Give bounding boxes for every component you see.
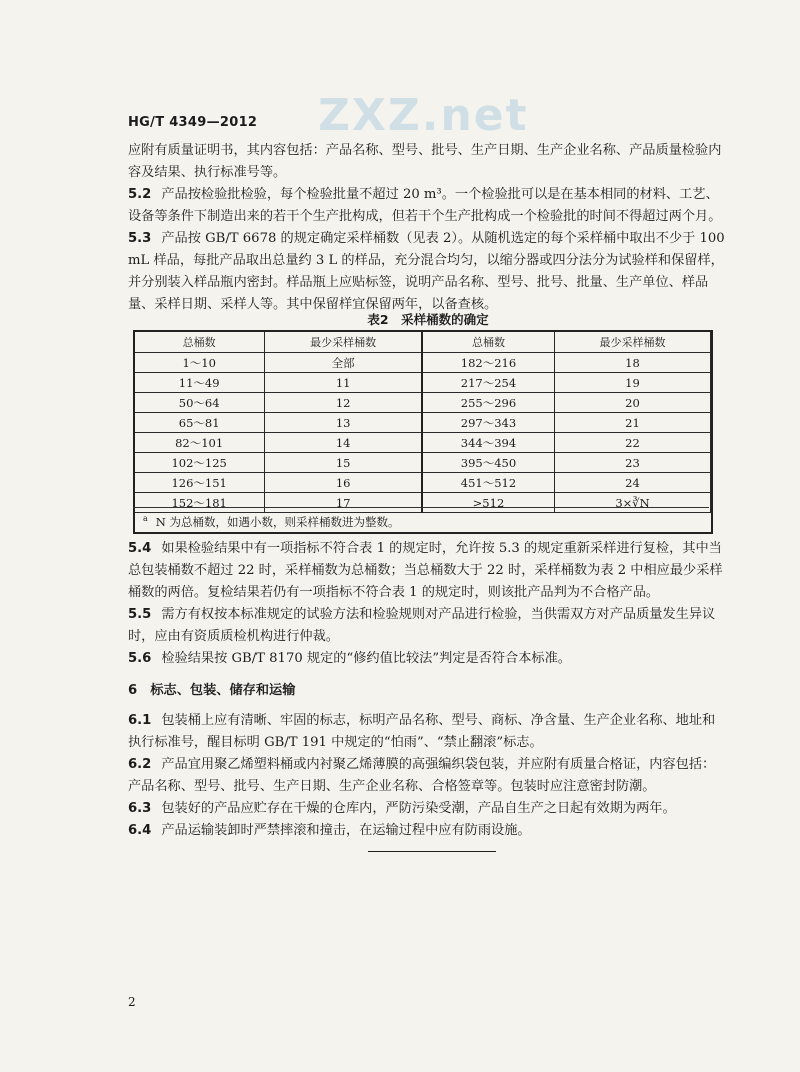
table-cell: 16 <box>265 473 422 493</box>
clause-number: 5.2 <box>128 187 152 202</box>
header-min-samples: 最少采样桶数 <box>554 331 710 353</box>
watermark: ZXZ.net <box>318 90 529 141</box>
header-total-drums: 总桶数 <box>422 331 554 353</box>
clause-number: 5.5 <box>128 607 152 622</box>
table-header-row <box>134 331 711 353</box>
clause-number: 6.1 <box>128 713 152 728</box>
table-row <box>134 393 711 413</box>
standard-code-header: HG/T 4349—2012 <box>128 115 258 130</box>
paragraph-6-2: 6.2 产品宜用聚乙烯塑料桶或内衬聚乙烯薄膜的高强编织袋包装，并应附有质量合格证，内容包括：产品名称、型号、批号、生产日期、生产企业名称、合格签章等。包装时应注意密封防潮。 <box>128 757 716 794</box>
table-cell: 50～64 <box>134 393 265 413</box>
paragraph-5-4: 5.4 如果检验结果中有一项指标不符合表 1 的规定时，允许按 5.3 的规定重新采样进行复检，其中当总包装桶数不超过 22 时，采样桶数为总桶数；当总桶数大于 22 时，采样桶数为表 2 中相应最少采样桶数的两倍。复检结果若仍有一项指标不符合表 1 的规定时，则该批产品判为不合格产品。 <box>128 541 723 600</box>
table-cell: 1～10 <box>134 353 265 373</box>
table-cell: 126～151 <box>134 473 265 493</box>
paragraph-5-6: 5.6 检验结果按 GB/T 8170 规定的“修约值比较法”判定是否符合本标准。 <box>128 651 571 666</box>
table-row <box>134 413 711 433</box>
clause-number: 5.4 <box>128 541 152 556</box>
table-cell: 255～296 <box>422 393 554 413</box>
table-cell: 15 <box>265 453 422 473</box>
table-cell: 395～450 <box>422 453 554 473</box>
table-cell: 65～81 <box>134 413 265 433</box>
clause-number: 5.6 <box>128 651 152 666</box>
clause-number: 5.3 <box>128 231 152 246</box>
clause-number: 6.4 <box>128 823 152 838</box>
paragraph-6-4: 6.4 产品运输装卸时严禁摔滚和撞击，在运输过程中应有防雨设施。 <box>128 823 531 838</box>
header-total-drums: 总桶数 <box>134 331 265 353</box>
header-min-samples: 最少采样桶数 <box>265 331 422 353</box>
table-cell: 21 <box>554 413 710 433</box>
section-6-heading: 6 标志、包装、储存和运输 <box>128 683 296 698</box>
sections-5-6-text <box>128 538 728 842</box>
table-footnote: $^a$ N 为总桶数，如遇小数，则采样桶数进为整数。 <box>133 507 709 530</box>
table-cell: 全部 <box>265 353 422 373</box>
table-cell: 12 <box>265 393 422 413</box>
page-number: 2 <box>128 995 136 1009</box>
paragraph-5-2: 5.2 产品按检验批检验，每个检验批量不超过 20 m³。一个检验批可以是在基本相同的材料、工艺、设备等条件下制造出来的若干个生产批构成，但若干个生产批构成一个检验批的时间不得超过两个月。 <box>128 187 722 224</box>
table-cell: 451～512 <box>422 473 554 493</box>
paragraph-6-1: 6.1 包装桶上应有清晰、牢固的标志，标明产品名称、型号、商标、净含量、生产企业名称、地址和执行标准号，醒目标明 GB/T 191 中规定的“怕雨”、“禁止翻滚”标志。 <box>128 713 716 750</box>
table-caption: 表2 采样桶数的确定 <box>367 312 489 327</box>
table-cell: 82～101 <box>134 433 265 453</box>
paragraph-5-3: 5.3 产品按 GB/T 6678 的规定确定采样桶数（见表 2）。从随机选定的每个采样桶中取出不少于 100 mL 样品，每批产品取出总量约 3 L 的样品，充分混合均匀，以缩分器或四分法分为试验样和保留样，并分别装入样品瓶内密封。样品瓶上应贴标签，说明产品名称、型号、批号、批量、生产单位、样品量、采样日期、采样人等。其中保留样宜保留两年，以备查核。 <box>128 231 725 312</box>
table-cell: 11～49 <box>134 373 265 393</box>
table-cell: 344～394 <box>422 433 554 453</box>
clause-number: 6.2 <box>128 757 152 772</box>
table-cell: 3×∛N <box>554 493 710 513</box>
table-cell: 217～254 <box>422 373 554 393</box>
table-cell: 152～181 <box>134 493 265 513</box>
table-row <box>134 453 711 473</box>
table-cell: 11 <box>265 373 422 393</box>
table-cell: 102～125 <box>134 453 265 473</box>
table-cell: 23 <box>554 453 710 473</box>
table-row <box>134 373 711 393</box>
paragraph-5-1-continued: 应附有质量证明书，其内容包括：产品名称、型号、批号、生产日期、生产企业名称、产品质量检验内容及结果、执行标准号等。 <box>128 143 722 180</box>
sections-5-text <box>128 140 728 316</box>
paragraph-5-5: 5.5 需方有权按本标准规定的试验方法和检验规则对产品进行检验，当供需双方对产品质量发生异议时，应由有资质质检机构进行仲裁。 <box>128 607 716 644</box>
table-cell: 22 <box>554 433 710 453</box>
table-cell: 18 <box>554 353 710 373</box>
table-cell: >512 <box>422 493 554 513</box>
table-cell: 17 <box>265 493 422 513</box>
table-cell: 13 <box>265 413 422 433</box>
paragraph-6-3: 6.3 包装好的产品应贮存在干燥的仓库内，严防污染受潮，产品自生产之日起有效期为两年。 <box>128 801 676 816</box>
sampling-table <box>133 330 711 513</box>
end-rule <box>368 851 496 852</box>
table-cell: 297～343 <box>422 413 554 433</box>
table-row <box>134 353 711 373</box>
table-cell: 182～216 <box>422 353 554 373</box>
table-cell: 24 <box>554 473 710 493</box>
table-row <box>134 433 711 453</box>
table-cell: 20 <box>554 393 710 413</box>
clause-number: 6.3 <box>128 801 152 816</box>
table-cell: 14 <box>265 433 422 453</box>
table-row <box>134 473 711 493</box>
table-cell: 19 <box>554 373 710 393</box>
